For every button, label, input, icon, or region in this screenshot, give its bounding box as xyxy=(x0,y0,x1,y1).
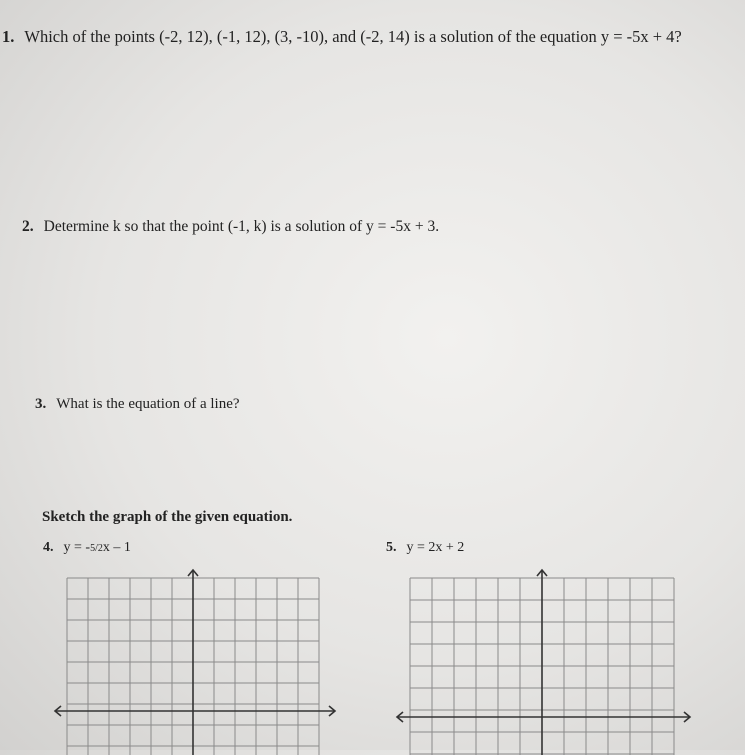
problem-5-grid[interactable] xyxy=(393,565,693,755)
question-1-number: 1. xyxy=(2,27,15,46)
problem-5 xyxy=(386,540,464,556)
problem-5-equation: y = 2x + 2 xyxy=(406,540,465,555)
problem-4-fraction: 5/2 xyxy=(90,543,103,554)
problem-5-number: 5. xyxy=(386,540,397,555)
question-3 xyxy=(35,396,240,413)
problem-4-grid[interactable] xyxy=(50,565,342,755)
problem-4-prefix: y = - xyxy=(63,540,91,555)
problem-4-number: 4. xyxy=(43,540,54,555)
question-3-text: What is the equation of a line? xyxy=(56,396,240,412)
axes xyxy=(397,570,690,755)
question-2 xyxy=(22,218,439,236)
question-2-number: 2. xyxy=(22,218,34,235)
question-1-text: Which of the points (-2, 12), (-1, 12), (3, -10), and (-2, 14) is a solution of the equation y = -5x + 4? xyxy=(24,27,682,46)
question-1 xyxy=(2,27,682,47)
sketch-heading: Sketch the graph of the given equation. xyxy=(42,509,293,525)
question-3-number: 3. xyxy=(35,396,47,412)
problem-4-suffix: x – 1 xyxy=(102,540,131,555)
problem-4 xyxy=(43,540,131,556)
question-2-text: Determine k so that the point (-1, k) is a solution of y = -5x + 3. xyxy=(43,218,440,235)
